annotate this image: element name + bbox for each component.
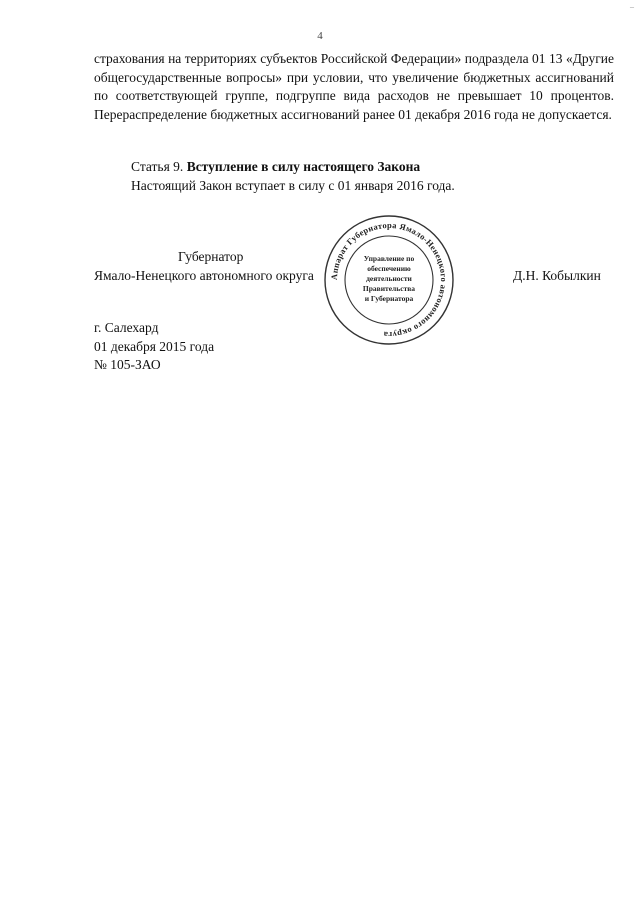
signature-title: Губернатор [178,249,244,264]
official-seal-stamp [322,213,456,347]
footer-block [94,319,214,375]
body-paragraph: страхования на территориях субъектов Российской Федерации» подраздела 01 13 «Другие общегосударственные вопросы» при условии, что увеличение бюджетных ассигнований по соответствующей группе, подгруппе вида расходов не превышает 10 процентов. Перераспределение бюджетных ассигнований ранее 01 декабря 2016 года не допускается. [94,51,614,122]
article-title: Вступление в силу настоящего Закона [186,159,421,174]
footer-number: № 105-ЗАО [94,357,161,372]
seal-ring-text: Аппарат Губернатора Ямало-Ненецкого автономного округа [328,219,450,341]
seal-line-5: и Губернатора [364,294,414,303]
seal-line-4: Правительства [362,284,416,293]
signature-region: Ямало-Ненецкого автономного округа [94,268,314,283]
article-text: Настоящий Закон вступает в силу с 01 января 2016 года. [131,178,455,193]
article-heading [131,158,420,177]
article-prefix: Статья 9. [131,159,184,174]
seal-line-1: Управление по [363,254,415,263]
seal-graphic [322,213,456,347]
footer-city: г. Салехард [94,320,159,335]
signature-name: Д.Н. Кобылкин [513,268,601,283]
seal-line-3: деятельности [366,274,412,283]
seal-line-2: обеспечению [367,264,411,273]
footer-date: 01 декабря 2015 года [94,338,215,354]
corner-mark: – [630,2,634,11]
page-number: 4 [317,30,323,42]
